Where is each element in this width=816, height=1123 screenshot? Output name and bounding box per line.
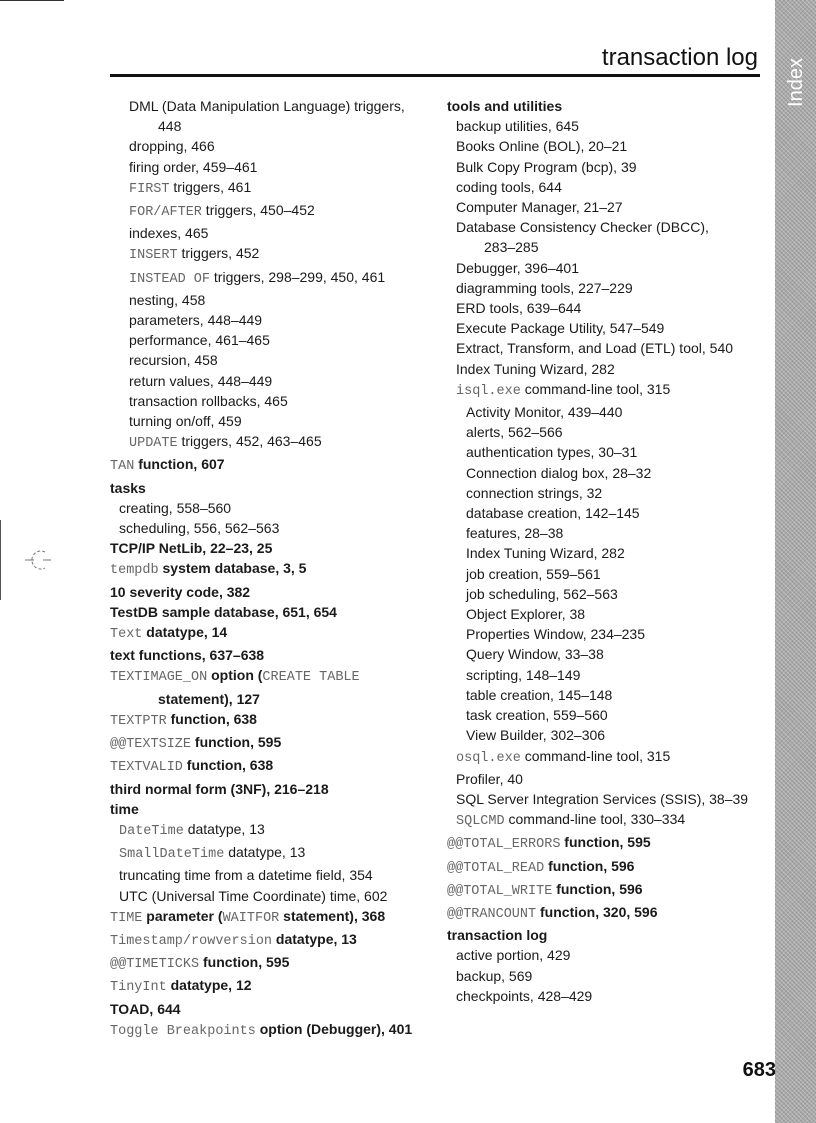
index-entry [110, 411, 430, 431]
index-entry-text: statement), 127 [158, 690, 260, 707]
index-entry-code: SmallDateTime [119, 847, 225, 863]
index-entry [447, 136, 757, 156]
index-entry-text: triggers, 298–299, 450, 461 [210, 268, 386, 285]
index-entry-code: @@TEXTSIZE [110, 737, 192, 753]
index-entry-text: Properties Window, 234–235 [466, 626, 645, 643]
index-entry [110, 755, 430, 778]
index-entry-code: CREATE TABLE [262, 670, 360, 686]
index-entry-code: SQLCMD [456, 814, 505, 830]
index-entry [110, 330, 430, 350]
index-entry-text: parameters, 448–449 [129, 312, 263, 329]
index-entry [447, 809, 757, 832]
index-entry-text: function, 607 [134, 456, 225, 473]
index-entry-code: @@TOTAL_ERRORS [447, 837, 561, 853]
index-entry [110, 371, 430, 391]
index-entry [110, 865, 430, 885]
index-entry-text: option ( [207, 667, 263, 684]
index-entry-text: datatype, 13 [272, 930, 357, 947]
index-entry-text: datatype, 12 [166, 977, 252, 994]
index-entry-text: 448 [158, 118, 182, 135]
index-entry [447, 258, 757, 278]
index-entry [447, 604, 757, 624]
index-entry-text: triggers, 461 [169, 178, 252, 195]
registration-mark-icon [25, 547, 51, 573]
index-entry [447, 644, 757, 664]
index-entry-text: statement), 368 [279, 907, 386, 924]
index-entry [110, 223, 430, 243]
index-entry [110, 1019, 430, 1042]
index-entry-code: TIME [110, 910, 143, 926]
thumb-tab-label: Index [784, 57, 807, 107]
index-entry-text: parameter ( [142, 907, 223, 924]
index-entry-text: UTC (Universal Time Coordinate) time, 602 [119, 887, 388, 904]
index-entry-text: DML (Data Manipulation Language) triggers, [129, 98, 405, 114]
index-entry-code: TEXTIMAGE_ON [110, 670, 208, 686]
index-entry-code: TinyInt [110, 980, 167, 996]
index-entry-text: function, 595 [560, 834, 651, 851]
index-entry [110, 177, 430, 200]
index-entry-code: Timestamp/rowversion [110, 933, 273, 949]
index-entry-code: @@TRANCOUNT [447, 906, 537, 922]
index-entry-code: osql.exe [456, 750, 521, 766]
index-entry-text: tasks [110, 479, 146, 496]
index-entry-text: triggers, 450–452 [201, 202, 315, 219]
index-entry-text: triggers, 452, 463–465 [177, 433, 322, 450]
index-entry-text: backup, 569 [456, 967, 533, 984]
index-entry-text: Activity Monitor, 439–440 [466, 404, 623, 421]
index-entry-text: table creation, 145–148 [466, 686, 613, 703]
index-entry-text: recursion, 458 [129, 352, 218, 369]
index-entry-code: @@TOTAL_WRITE [447, 883, 553, 899]
index-entry-text: backup utilities, 645 [456, 118, 579, 135]
index-entry [447, 116, 757, 136]
index-entry-code: isql.exe [456, 383, 521, 399]
index-entry-code: INSTEAD OF [129, 271, 211, 287]
index-entry-code: TEXTVALID [110, 760, 183, 776]
index-entry [110, 96, 430, 116]
index-entry-text: database creation, 142–145 [466, 505, 640, 522]
index-entry-code: @@TIMETICKS [110, 957, 200, 973]
index-entry-text: scheduling, 556, 562–563 [119, 520, 280, 537]
index-entry [447, 856, 757, 879]
index-entry-text: creating, 558–560 [119, 499, 232, 516]
index-entry-text: Connection dialog box, 28–32 [466, 464, 652, 481]
index-entry [110, 799, 430, 819]
index-entry-text: function, 320, 596 [536, 903, 658, 920]
index-entry-code: WAITFOR [222, 910, 280, 926]
running-head: transaction log [601, 44, 758, 71]
index-entry-text: authentication types, 30–31 [466, 444, 638, 461]
index-entry [447, 523, 757, 543]
index-entry [447, 503, 757, 523]
index-entry-text: triggers, 452 [177, 245, 260, 262]
index-entry [110, 454, 430, 477]
thumb-tab [775, 0, 816, 1123]
index-entry-text: system database, 3, 5 [158, 560, 307, 577]
index-entry-text: TCP/IP NetLib, 22–23, 25 [110, 540, 273, 557]
index-entry [110, 732, 430, 755]
index-entry [447, 665, 757, 685]
index-entry-text: job scheduling, 562–563 [466, 585, 618, 602]
index-entry [110, 665, 430, 688]
index-entry-text: datatype, 14 [142, 624, 228, 641]
index-entry [447, 422, 757, 442]
index-entry [447, 402, 757, 422]
index-entry [447, 338, 757, 358]
index-entry [110, 709, 430, 732]
index-entry [110, 116, 430, 136]
index-entry [110, 157, 430, 177]
index-entry-text: truncating time from a datetime field, 354 [119, 867, 373, 884]
index-entry [447, 902, 757, 925]
index-entry-text: nesting, 458 [129, 291, 206, 308]
index-entry-text: TOAD, 644 [110, 1000, 181, 1017]
index-entry-text: Query Window, 33–38 [466, 646, 604, 663]
index-entry-code: FOR/AFTER [129, 205, 202, 221]
index-entry [447, 564, 757, 584]
index-entry-text: text functions, 637–638 [110, 647, 265, 664]
index-entry [447, 318, 757, 338]
index-entry [447, 359, 757, 379]
index-entry [447, 986, 757, 1006]
index-entry-text: transaction rollbacks, 465 [129, 392, 288, 409]
index-entry-text: third normal form (3NF), 216–218 [110, 780, 329, 797]
index-entry-text: turning on/off, 459 [129, 413, 242, 430]
index-entry [110, 929, 430, 952]
index-entry-text: dropping, 466 [129, 138, 215, 155]
index-entry [447, 543, 757, 563]
index-entry [110, 622, 430, 645]
index-entry [110, 310, 430, 330]
index-entry [110, 582, 430, 602]
index-entry [110, 952, 430, 975]
index-entry [447, 197, 757, 217]
index-entry [447, 379, 757, 402]
index-entry [110, 391, 430, 411]
index-entry [110, 689, 430, 709]
index-entry-text: scripting, 148–149 [466, 666, 581, 683]
index-entry-text: 10 severity code, 382 [110, 583, 251, 600]
index-entry-text: Books Online (BOL), 20–21 [456, 138, 628, 155]
index-entry-text: active portion, 429 [456, 947, 571, 964]
index-entry-text: return values, 448–449 [129, 372, 273, 389]
index-entry [447, 584, 757, 604]
index-entry [447, 945, 757, 965]
index-entry-text: Database Consistency Checker (DBCC), [456, 219, 709, 236]
index-entry [110, 645, 430, 665]
index-entry [447, 463, 757, 483]
index-entry-text: Execute Package Utility, 547–549 [456, 320, 665, 337]
index-entry-text: function, 638 [182, 757, 274, 774]
index-entry [447, 685, 757, 705]
index-entry-text: datatype, 13 [224, 844, 306, 861]
index-entry [110, 290, 430, 310]
index-entry [110, 779, 430, 799]
index-entry [447, 217, 757, 237]
index-entry [447, 157, 757, 177]
index-entry [110, 200, 430, 223]
index-entry [110, 498, 430, 518]
index-entry [447, 879, 757, 902]
index-entry-text: transaction log [447, 927, 548, 944]
index-entry-text: Extract, Transform, and Load (ETL) tool, 540 [456, 340, 734, 357]
index-entry-text: indexes, 465 [129, 225, 209, 242]
index-entry [447, 925, 757, 945]
index-entry-text: Bulk Copy Program (bcp), 39 [456, 158, 637, 175]
binding-line [0, 520, 1, 600]
index-entry-text: tools and utilities [447, 98, 563, 114]
index-entry-text: performance, 461–465 [129, 332, 270, 349]
index-entry [110, 518, 430, 538]
index-entry [110, 602, 430, 622]
index-entry-code: TEXTPTR [110, 713, 167, 729]
index-entry [110, 136, 430, 156]
index-entry-text: TestDB sample database, 651, 654 [110, 603, 337, 620]
index-entry [447, 442, 757, 462]
index-entry-text: diagramming tools, 227–229 [456, 279, 633, 296]
index-entry-text: option (Debugger), 401 [255, 1020, 413, 1037]
index-entry-text: View Builder, 302–306 [466, 727, 606, 744]
index-entry-text: Debugger, 396–401 [456, 259, 579, 276]
index-column-left [110, 96, 430, 1042]
index-entry-code: UPDATE [129, 436, 178, 452]
index-entry [447, 96, 757, 116]
index-entry [447, 177, 757, 197]
index-entry-text: Object Explorer, 38 [466, 606, 586, 623]
index-entry-text: ERD tools, 639–644 [456, 300, 582, 317]
index-entry-code: DateTime [119, 823, 184, 839]
index-column-right [447, 96, 757, 1006]
index-entry-text: firing order, 459–461 [129, 158, 258, 175]
index-entry-text: function, 596 [552, 880, 643, 897]
index-entry [110, 906, 430, 929]
index-entry [110, 975, 430, 998]
index-entry-text: connection strings, 32 [466, 484, 603, 501]
index-entry-code: FIRST [129, 181, 170, 197]
index-entry-text: Profiler, 40 [456, 770, 523, 787]
index-entry-text: datatype, 13 [183, 820, 265, 837]
index-entry-text: function, 596 [544, 857, 635, 874]
index-entry-text: Index Tuning Wizard, 282 [456, 360, 615, 377]
index-entry [110, 431, 430, 454]
index-entry [447, 725, 757, 745]
page-number: 683 [742, 1059, 776, 1081]
index-entry [110, 842, 430, 865]
index-entry-code: Text [110, 627, 143, 643]
index-entry-text: alerts, 562–566 [466, 424, 563, 441]
index-entry [447, 624, 757, 644]
index-entry-text: command-line tool, 315 [520, 380, 671, 397]
index-entry-text: command-line tool, 330–334 [504, 811, 686, 828]
index-entry-text: function, 595 [199, 954, 290, 971]
index-entry [447, 769, 757, 789]
index-entry-text: features, 28–38 [466, 525, 564, 542]
index-entry [447, 789, 757, 809]
index-entry [447, 483, 757, 503]
index-entry-text: function, 638 [166, 710, 257, 727]
index-entry-text: 283–285 [484, 239, 539, 256]
index-entry [447, 746, 757, 769]
index-entry-text: Index Tuning Wizard, 282 [466, 545, 625, 562]
index-entry [110, 819, 430, 842]
index-entry-code: TAN [110, 459, 135, 475]
header-rule [110, 74, 760, 77]
index-entry [110, 538, 430, 558]
index-entry [110, 558, 430, 581]
index-entry-text: command-line tool, 315 [520, 747, 671, 764]
index-entry [447, 237, 757, 257]
crop-mark [0, 0, 64, 1]
index-entry-text: SQL Server Integration Services (SSIS), 38–39 [456, 790, 749, 807]
index-entry [110, 999, 430, 1019]
index-entry [447, 298, 757, 318]
index-entry [447, 278, 757, 298]
index-entry-code: tempdb [110, 563, 159, 579]
index-entry-text: job creation, 559–561 [466, 565, 601, 582]
index-entry [447, 832, 757, 855]
index-entry-text: Computer Manager, 21–27 [456, 199, 623, 216]
index-entry-code: @@TOTAL_READ [447, 860, 545, 876]
index-entry [110, 886, 430, 906]
index-entry [447, 966, 757, 986]
index-entry [447, 705, 757, 725]
index-entry-text: checkpoints, 428–429 [456, 987, 593, 1004]
index-entry-text: coding tools, 644 [456, 178, 562, 195]
index-entry-code: INSERT [129, 248, 178, 264]
index-entry [110, 267, 430, 290]
index-entry [110, 478, 430, 498]
index-entry [110, 350, 430, 370]
index-entry-text: task creation, 559–560 [466, 707, 608, 724]
index-entry-text: time [110, 800, 139, 817]
index-entry-text: function, 595 [191, 734, 282, 751]
index-entry [110, 243, 430, 266]
index-entry-code: Toggle Breakpoints [110, 1023, 256, 1039]
